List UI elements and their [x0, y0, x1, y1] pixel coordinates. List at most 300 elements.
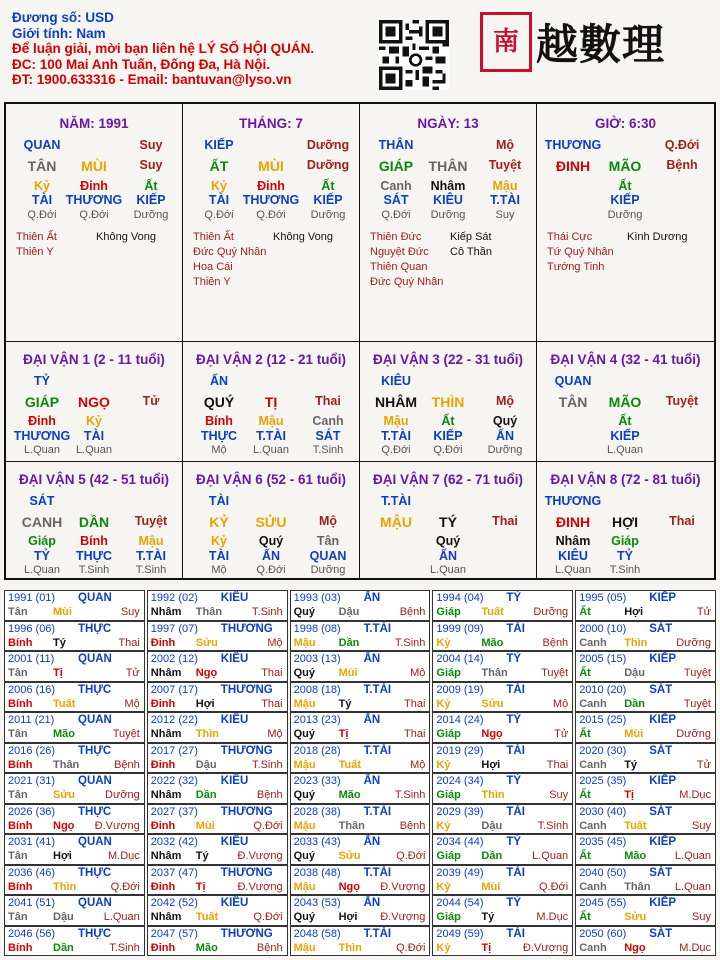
year-ten-god: SÁT — [649, 805, 673, 818]
year-label: 2043 (53) — [293, 897, 341, 909]
year-branch: Tị — [624, 789, 634, 801]
hidden-stem: Mậu — [138, 534, 164, 548]
branch-stage: Tuyệt — [488, 158, 522, 172]
hidden-stage: T.Sinh — [135, 564, 167, 576]
year-ten-god: KIÊU — [220, 836, 249, 848]
year-cell — [4, 926, 145, 957]
year-branch: Thân — [195, 606, 223, 618]
year-branch: Dậu — [338, 606, 360, 618]
hidden-stage: Dưỡng — [133, 209, 169, 221]
year-label: 2042 (52) — [150, 897, 198, 909]
hidden-god: ẤN — [261, 549, 281, 563]
year-branch: Mùi — [53, 606, 72, 618]
year-stage: Tử — [696, 606, 711, 618]
year-cell — [290, 865, 431, 896]
hidden-stem: Bính — [205, 414, 233, 428]
year-branch: Dậu — [195, 758, 217, 771]
year-stem: Canh — [579, 941, 607, 954]
life-stage: Tuyệt — [665, 394, 699, 408]
year-cell — [4, 682, 145, 713]
year-cell — [432, 621, 573, 652]
year-stem: Đinh — [150, 758, 176, 771]
dai-van-heading: ĐẠI VẬN 7 (62 - 71 tuổi) — [372, 472, 524, 487]
year-branch: Tuất — [53, 697, 76, 710]
year-cell — [575, 682, 716, 713]
hidden-god: T.TÀI — [490, 193, 520, 207]
year-ten-god: SÁT — [649, 622, 673, 635]
year-branch: Tị — [338, 728, 349, 740]
ten-god: TỶ — [34, 374, 50, 388]
year-stem: Tân — [8, 728, 28, 740]
year-label: 2004 (14) — [436, 653, 484, 665]
earthly-branch: DẦN — [78, 514, 110, 530]
year-stage: T.Sinh — [252, 758, 283, 771]
year-branch: Sửu — [624, 911, 647, 923]
year-ten-god: KIẾP — [649, 592, 677, 604]
pillar-heading: NĂM: 1991 — [59, 116, 129, 131]
spirit-star: Không Vong — [273, 231, 333, 243]
year-ten-god: THƯƠNG — [220, 622, 273, 635]
hidden-stem: Nhâm — [430, 179, 466, 193]
year-cell — [147, 804, 288, 835]
hidden-stem: Mậu — [492, 179, 518, 193]
life-stage: Q.Đới — [664, 138, 700, 152]
year-stage: Bệnh — [256, 941, 283, 954]
year-stage: Dưỡng — [676, 636, 711, 649]
year-ten-god: KIÊU — [220, 592, 249, 604]
hidden-stage: Mộ — [211, 564, 227, 576]
year-branch: Tý — [195, 850, 209, 862]
spirit-star: Không Vong — [96, 231, 156, 243]
year-stage: T.Sinh — [109, 941, 140, 954]
contact-phone-email: ĐT: 1900.633316 - Email: bantuvan@lyso.vn — [12, 72, 292, 87]
year-stem: Đinh — [150, 880, 176, 893]
life-stage: Mộ — [318, 514, 338, 528]
spirit-stars-right — [96, 230, 156, 245]
ten-god: SÁT — [29, 494, 55, 508]
year-label: 2017 (27) — [150, 744, 198, 757]
year-stage: Q.Đới — [253, 819, 283, 832]
year-label: 2010 (20) — [579, 683, 627, 696]
hidden-god: THỰC — [200, 429, 238, 443]
branch-stage: Bệnh — [666, 158, 698, 172]
year-stage: Tuyệt — [541, 667, 569, 679]
year-ten-god: TỶ — [506, 775, 522, 787]
dai-van-heading: ĐẠI VẬN 6 (52 - 61 tuổi) — [195, 472, 347, 487]
year-branch: Mùi — [481, 880, 501, 893]
year-stem: Tân — [8, 606, 28, 618]
hidden-stem: Canh — [312, 414, 344, 428]
ten-god: THƯƠNG — [544, 138, 602, 152]
dai-van-1 — [6, 342, 183, 462]
year-stage: T.Sinh — [394, 636, 426, 649]
year-ten-god: KIẾP — [649, 714, 677, 726]
year-label: 2021 (31) — [8, 775, 56, 787]
year-cell — [290, 682, 431, 713]
year-branch: Thân — [338, 819, 365, 832]
year-cell — [147, 621, 288, 652]
year-ten-god: KIẾP — [649, 836, 677, 848]
year-stage: Mộ — [267, 636, 283, 649]
year-stage: L.Quan — [103, 911, 140, 923]
profile-header — [12, 10, 382, 88]
year-cell — [575, 743, 716, 774]
year-stem: Ất — [579, 850, 591, 862]
year-branch: Hợi — [195, 697, 215, 710]
year-branch: Sửu — [195, 636, 218, 649]
spirit-stars-right — [627, 230, 687, 245]
year-stem: Kỷ — [436, 941, 451, 954]
year-stem: Tân — [8, 667, 28, 679]
year-stage: Mộ — [267, 728, 283, 740]
year-branch: Hợi — [338, 911, 358, 923]
year-branch: Dần — [624, 697, 645, 710]
life-stage: Suy — [139, 138, 163, 152]
year-stage: L.Quan — [532, 850, 569, 862]
year-stage: L.Quan — [674, 850, 711, 862]
earthly-branch: TỊ — [264, 394, 278, 410]
hidden-stage: Dưỡng — [487, 444, 523, 456]
year-label: 2027 (37) — [150, 805, 198, 818]
year-cell — [290, 804, 431, 835]
year-label: 2049 (59) — [436, 927, 484, 940]
year-ten-god: KIÊU — [220, 897, 249, 909]
year-branch: Mão — [53, 728, 75, 740]
hidden-god: SÁT — [383, 193, 409, 207]
year-ten-god: ẤN — [363, 775, 381, 787]
hidden-god: SÁT — [315, 429, 341, 443]
year-ten-god: THƯƠNG — [220, 866, 273, 879]
year-cell — [147, 895, 288, 926]
year-branch: Dần — [481, 850, 503, 862]
earthly-branch: THÌN — [431, 394, 465, 410]
year-stem: Ất — [579, 789, 591, 801]
year-stem: Ất — [579, 667, 591, 679]
hidden-stem: Ất — [144, 179, 158, 193]
year-stem: Tân — [8, 911, 28, 923]
year-stem: Quý — [293, 911, 315, 923]
hidden-stage: Q.Đới — [256, 209, 286, 221]
year-label: 2012 (22) — [150, 714, 198, 726]
year-branch: Tuất — [624, 819, 647, 832]
year-cell — [432, 590, 573, 621]
year-label: 2026 (36) — [8, 805, 56, 818]
year-stage: Đ.Vượng — [380, 911, 426, 923]
year-branch: Mão — [624, 850, 647, 862]
year-branch: Mão — [481, 636, 504, 649]
hidden-stage: Q.Đới — [256, 564, 286, 576]
hidden-god: KIẾP — [433, 429, 463, 443]
year-stage: Tử — [696, 758, 711, 771]
heavenly-stem: TÂN — [558, 394, 588, 410]
hidden-god: QUAN — [309, 549, 347, 563]
ten-god: TÀI — [208, 494, 230, 508]
year-ten-god: QUAN — [78, 714, 112, 726]
year-cell — [290, 743, 431, 774]
hidden-stem: Kỷ — [86, 414, 102, 428]
year-branch: Thìn — [338, 941, 362, 954]
contact-address: ĐC: 100 Mai Anh Tuấn, Đống Đa, Hà Nội. — [12, 56, 271, 72]
hidden-god: KIẾP — [610, 193, 640, 207]
year-ten-god: QUAN — [78, 775, 112, 787]
year-stage: Suy — [692, 911, 711, 923]
earthly-branch: SỬU — [255, 514, 287, 530]
year-cell — [575, 834, 716, 865]
year-label: 2006 (16) — [8, 683, 56, 696]
spirit-star: Thiên Y — [16, 246, 54, 258]
year-label: 1992 (02) — [150, 592, 198, 604]
year-branch: Thân — [624, 880, 651, 893]
dai-van-3 — [360, 342, 537, 462]
year-label: 2047 (57) — [150, 927, 198, 940]
year-cell — [575, 651, 716, 682]
year-branch: Mùi — [624, 728, 644, 740]
year-stage: Q.Đới — [253, 911, 283, 923]
year-ten-god: KIẾP — [649, 653, 677, 665]
year-label: 2040 (50) — [579, 866, 627, 879]
hidden-stem: Mậu — [383, 414, 409, 428]
year-cell — [147, 682, 288, 713]
hidden-stage: L.Quan — [429, 564, 467, 576]
year-branch: Dần — [195, 789, 217, 801]
year-ten-god: THƯƠNG — [220, 683, 273, 696]
year-ten-god: TÀI — [506, 866, 525, 879]
year-stem: Kỷ — [436, 819, 451, 832]
year-cell — [147, 865, 288, 896]
branch-stage: Suy — [139, 158, 163, 172]
hidden-stage: Dưỡng — [310, 564, 346, 576]
year-cell — [4, 712, 145, 743]
year-cell — [290, 651, 431, 682]
hidden-stem: Kỷ — [34, 179, 50, 193]
year-stage: Q.Đới — [396, 941, 426, 954]
year-stage: Đ.Vượng — [237, 880, 283, 893]
year-stem: Giáp — [436, 728, 461, 740]
year-label: 1991 (01) — [8, 592, 56, 604]
hidden-stage: Dưỡng — [430, 209, 466, 221]
spirit-star: Thiên Y — [193, 276, 231, 288]
year-stage: Thai — [546, 758, 569, 771]
earthly-branch: TÝ — [439, 514, 457, 530]
dai-van-heading: ĐẠI VẬN 1 (2 - 11 tuổi) — [23, 352, 165, 367]
spirit-star: Thái Cực — [547, 231, 593, 243]
year-cell — [575, 895, 716, 926]
heavenly-stem: ĐINH — [555, 158, 591, 174]
year-stem: Mậu — [293, 941, 316, 954]
ten-god: ẤN — [209, 374, 229, 388]
year-stem: Mậu — [293, 697, 316, 710]
year-branch: Ngọ — [481, 728, 503, 740]
year-label: 2000 (10) — [579, 622, 627, 635]
year-cell — [432, 651, 573, 682]
life-stage: Thai — [669, 514, 695, 528]
year-ten-god: THỰC — [78, 866, 112, 879]
year-label: 2018 (28) — [293, 744, 341, 757]
spirit-star: Tứ Quý Nhân — [547, 246, 614, 258]
year-label: 2033 (43) — [293, 836, 341, 848]
pillar-year — [6, 104, 183, 342]
year-label: 2016 (26) — [8, 744, 56, 757]
year-stage: Bệnh — [542, 636, 569, 649]
spirit-star: Thiên Đức — [370, 231, 422, 243]
ten-god: THƯƠNG — [544, 494, 602, 508]
earthly-branch: MÙI — [81, 158, 107, 174]
year-ten-god: TÀI — [506, 805, 525, 818]
earthly-branch: HỢI — [612, 514, 638, 530]
year-branch: Thìn — [624, 636, 648, 649]
hidden-god: TÀI — [83, 429, 105, 443]
year-stem: Bính — [8, 819, 33, 832]
spirit-star: Kình Dương — [627, 231, 688, 243]
year-stage: Tử — [554, 728, 569, 740]
year-label: 2001 (11) — [8, 653, 55, 665]
year-cell — [432, 682, 573, 713]
hidden-stem: Ất — [618, 179, 632, 193]
pillar-day — [360, 104, 537, 342]
year-cell — [290, 895, 431, 926]
year-stem: Quý — [293, 667, 315, 679]
hidden-god: KIẾP — [610, 429, 640, 443]
hidden-stage: Q.Đới — [204, 209, 234, 221]
spirit-stars — [193, 230, 333, 290]
year-stage: Thai — [261, 697, 283, 710]
year-label: 1995 (05) — [579, 592, 627, 604]
year-cell — [4, 773, 145, 804]
hidden-stem: Quý — [492, 414, 518, 428]
year-ten-god: QUAN — [78, 897, 112, 909]
life-stage: Mộ — [495, 394, 515, 408]
year-stem: Bính — [8, 941, 33, 954]
year-branch: Thân — [481, 667, 508, 679]
year-ten-god: T.TÀI — [363, 744, 392, 757]
year-stage: Bệnh — [399, 606, 426, 618]
year-stage: Dưỡng — [676, 728, 711, 740]
year-ten-god: T.TÀI — [363, 866, 392, 879]
year-stem: Đinh — [150, 941, 176, 954]
year-branch: Tý — [53, 636, 66, 649]
year-stem: Quý — [293, 789, 315, 801]
year-stage: Tuyệt — [112, 728, 140, 740]
spirit-star: Kiếp Sát — [450, 231, 492, 243]
hidden-god: ẤN — [495, 429, 515, 443]
year-ten-god: T.TÀI — [363, 927, 392, 940]
year-cell — [575, 804, 716, 835]
year-branch: Ngọ — [624, 941, 646, 954]
year-stage: M.Dục — [536, 911, 569, 923]
year-label: 2039 (49) — [436, 866, 484, 879]
hidden-god: KIẾP — [136, 193, 166, 207]
dai-van-heading: ĐẠI VẬN 2 (12 - 21 tuổi) — [195, 352, 347, 367]
dai-van-4 — [537, 342, 714, 462]
year-label: 2011 (21) — [8, 714, 55, 726]
hidden-god: T.TÀI — [256, 429, 286, 443]
year-label: 1996 (06) — [8, 622, 56, 635]
hidden-stage: Q.Đới — [381, 444, 411, 456]
year-label: 2013 (23) — [293, 714, 341, 726]
year-stage: Tuyệt — [683, 667, 711, 679]
hidden-god: TỶ — [617, 549, 633, 563]
year-cell — [290, 834, 431, 865]
year-branch: Ngọ — [338, 880, 360, 893]
year-stage: Mộ — [410, 667, 426, 679]
year-stem: Giáp — [436, 667, 461, 679]
year-cell — [147, 743, 288, 774]
ten-god: QUAN — [554, 374, 592, 388]
year-cell — [4, 651, 145, 682]
hidden-god: THƯƠNG — [65, 193, 123, 207]
year-stage: Q.Đới — [110, 880, 140, 893]
spirit-star: Nguyệt Đức — [370, 246, 429, 258]
year-stage: Đ.Vượng — [237, 850, 283, 862]
year-stage: Dưỡng — [533, 606, 569, 618]
year-cell — [4, 895, 145, 926]
year-ten-god: ẤN — [363, 897, 381, 909]
branch-stage: Dưỡng — [306, 158, 350, 172]
year-cell — [575, 926, 716, 957]
year-ten-god: T.TÀI — [363, 683, 392, 696]
hidden-stage: Q.Đới — [381, 209, 411, 221]
year-stem: Đinh — [150, 636, 176, 649]
year-cell — [575, 865, 716, 896]
year-cell — [432, 834, 573, 865]
ten-god: THÂN — [378, 138, 414, 152]
year-stem: Tân — [8, 789, 28, 801]
year-ten-god: THỰC — [78, 744, 112, 757]
year-stage: T.Sinh — [252, 606, 283, 618]
dai-van-2 — [183, 342, 360, 462]
hidden-stage: T.Sinh — [78, 564, 110, 576]
hidden-stage: T.Sinh — [312, 444, 344, 456]
year-ten-god: TỶ — [506, 653, 522, 665]
year-branch: Tý — [481, 911, 495, 923]
year-ten-god: TỶ — [506, 897, 522, 909]
year-stem: Nhâm — [150, 789, 182, 801]
dai-van-heading: ĐẠI VẬN 3 (22 - 31 tuổi) — [372, 352, 524, 367]
year-stem: Bính — [8, 758, 33, 771]
year-ten-god: KIÊU — [220, 653, 249, 665]
hidden-stage: Q.Đới — [79, 209, 109, 221]
pillar-heading: THÁNG: 7 — [239, 116, 303, 131]
year-stem: Giáp — [436, 789, 461, 801]
year-ten-god: ẤN — [363, 653, 381, 665]
year-stage: Đ.Vượng — [380, 880, 426, 893]
year-branch: Ngọ — [195, 667, 218, 679]
year-stage: Q.Đới — [396, 850, 426, 862]
hidden-god: THƯƠNG — [242, 193, 300, 207]
year-branch: Mão — [195, 941, 218, 954]
year-label: 2050 (60) — [579, 927, 627, 940]
hidden-stage: Q.Đới — [433, 444, 463, 456]
year-stem: Mậu — [293, 758, 316, 771]
year-branch: Tuất — [195, 911, 219, 923]
year-branch: Sửu — [53, 789, 76, 801]
earthly-branch: MÃO — [608, 394, 642, 410]
year-label: 2029 (39) — [436, 805, 484, 818]
hidden-stage: L.Quan — [252, 444, 290, 456]
year-branch: Hợi — [481, 758, 501, 771]
year-branch: Dậu — [481, 819, 503, 832]
hidden-stem: Ất — [321, 179, 335, 193]
subject-name: Đương số: USD — [12, 10, 114, 25]
qr-code[interactable] — [379, 20, 449, 90]
year-ten-god: THỰC — [78, 622, 112, 635]
brand-title: 越數理 — [536, 20, 666, 69]
spirit-star: Tướng Tinh — [547, 261, 605, 273]
year-branch: Dậu — [53, 911, 74, 923]
hidden-stem: Kỷ — [211, 534, 227, 548]
year-stage: Mộ — [124, 697, 140, 710]
year-label: 2032 (42) — [150, 836, 198, 848]
